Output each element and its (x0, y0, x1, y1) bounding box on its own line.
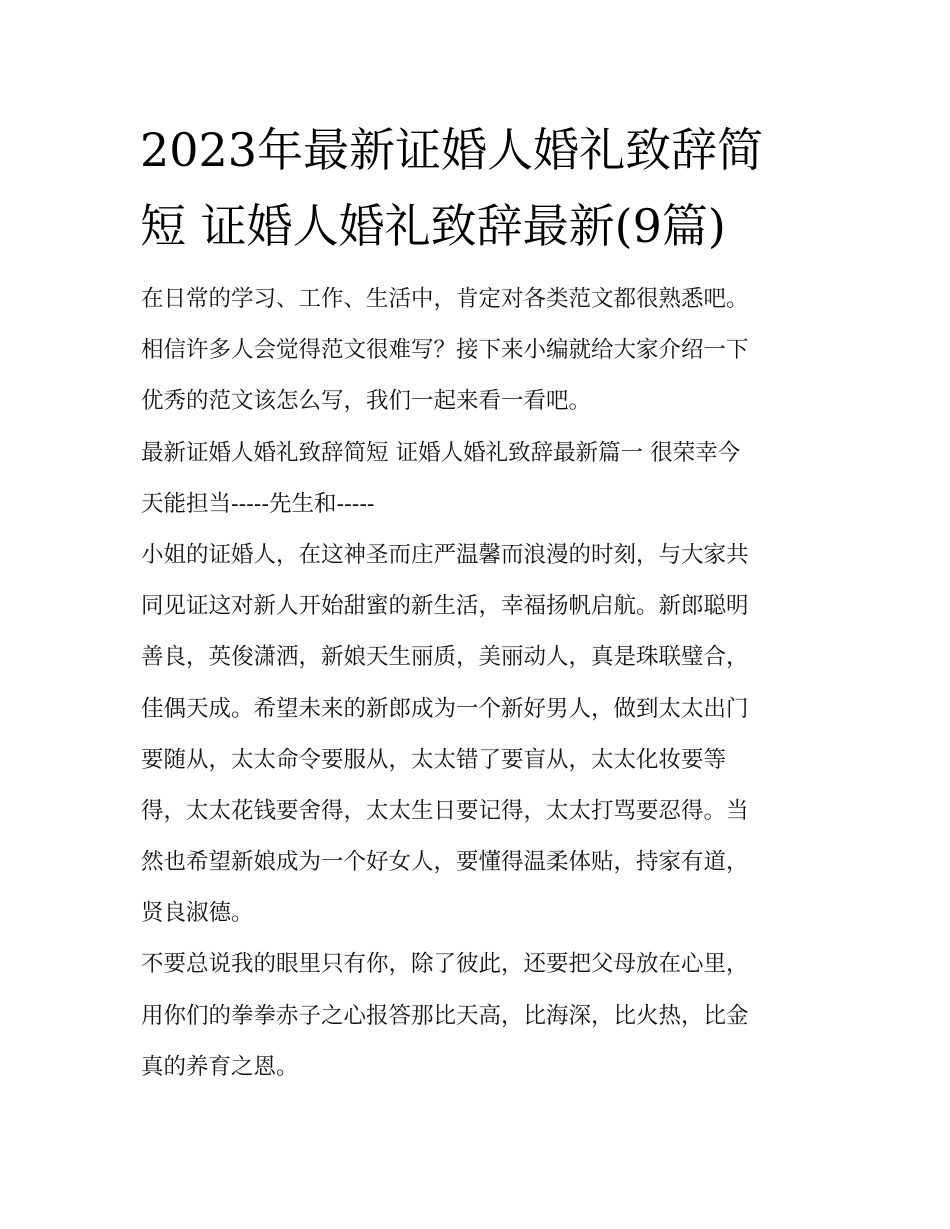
title-line-1: 2023年最新证婚人婚礼致辞简 (140, 123, 764, 177)
body-line: 最新证婚人婚礼致辞简短 证婚人婚礼致辞最新篇一 很荣幸今 (141, 439, 741, 466)
body-line: 得，太太花钱要舍得，太太生日要记得，太太打骂要忍得。当 (141, 797, 749, 824)
body-line: 不要总说我的眼里只有你，除了彼此，还要把父母放在心里， (141, 951, 749, 978)
body-line: 同见证这对新人开始甜蜜的新生活，幸福扬帆启航。新郎聪明 (141, 593, 749, 620)
body-line: 佳偶天成。希望未来的新郎成为一个新好男人，做到太太出门 (141, 695, 749, 722)
body-line: 小姐的证婚人，在这神圣而庄严温馨而浪漫的时刻，与大家共 (141, 541, 749, 568)
body-line: 善良，英俊潇洒，新娘天生丽质，美丽动人，真是珠联璧合， (141, 644, 749, 671)
body-line: 然也希望新娘成为一个好女人，要懂得温柔体贴，持家有道， (141, 849, 749, 876)
document-title (140, 112, 820, 264)
body-line: 相信许多人会觉得范文很难写？接下来小编就给大家介绍一下 (141, 337, 749, 364)
title-line-2: 短 证婚人婚礼致辞最新(9篇) (140, 199, 726, 253)
body-line: 优秀的范文该怎么写，我们一起来看一看吧。 (141, 388, 592, 415)
body-line: 要随从，太太命令要服从，太太错了要盲从，太太化妆要等 (141, 746, 727, 773)
body-line: 在日常的学习、工作、生活中，肯定对各类范文都很熟悉吧。 (141, 286, 749, 312)
body-line: 天能担当-----先生和----- (141, 490, 375, 517)
body-line: 真的养育之恩。 (141, 1053, 299, 1080)
body-line: 用你们的拳拳赤子之心报答那比天高，比海深，比火热，比金 (141, 1002, 749, 1029)
document-body (141, 274, 816, 1093)
body-line: 贤良淑德。 (141, 900, 254, 927)
